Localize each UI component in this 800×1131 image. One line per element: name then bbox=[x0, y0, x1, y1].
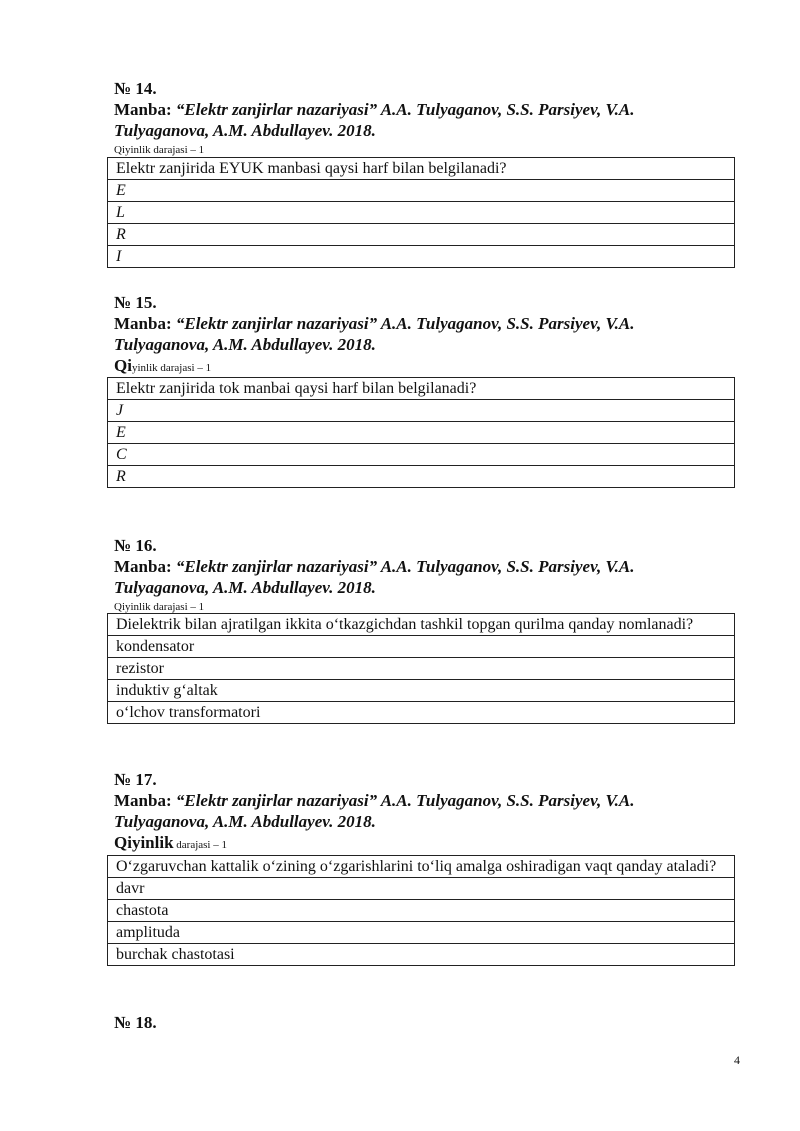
option-row bbox=[108, 444, 735, 466]
option-text: J bbox=[108, 400, 735, 422]
page-number: 4 bbox=[734, 1053, 740, 1067]
option-text: I bbox=[108, 246, 735, 268]
difficulty-level-rest: darajasi – 1 bbox=[173, 839, 227, 851]
difficulty-level-big: Qiyinlik bbox=[114, 833, 174, 852]
question-text: Dielektrik bilan ajratilgan ikkita o‘tkazgichdan tashkil topgan qurilma qanday nomlanadi? bbox=[108, 614, 735, 636]
option-row bbox=[108, 202, 735, 224]
question-16-table bbox=[107, 613, 735, 724]
source-text: “Elektr zanjirlar nazariyasi” A.A. Tulyaganov, S.S. Parsiyev, V.A. Tulyaganova, A.M. Abdullayev. 2018. bbox=[114, 100, 635, 140]
question-row bbox=[108, 158, 735, 180]
option-row bbox=[108, 680, 735, 702]
option-row bbox=[108, 224, 735, 246]
option-row bbox=[108, 246, 735, 268]
question-number: № 18. bbox=[114, 1013, 157, 1032]
option-row bbox=[108, 636, 735, 658]
question-number: № 16. bbox=[114, 536, 157, 555]
option-text: C bbox=[108, 444, 735, 466]
source-label: Manba: bbox=[114, 314, 172, 333]
question-number: № 15. bbox=[114, 293, 157, 312]
question-15-header bbox=[114, 292, 724, 376]
option-row bbox=[108, 400, 735, 422]
option-row bbox=[108, 900, 735, 922]
option-text: chastota bbox=[108, 900, 735, 922]
option-row bbox=[108, 878, 735, 900]
question-row bbox=[108, 378, 735, 400]
option-text: davr bbox=[108, 878, 735, 900]
question-text: Elektr zanjirida tok manbai qaysi harf bilan belgilanadi? bbox=[108, 378, 735, 400]
option-row bbox=[108, 658, 735, 680]
option-text: induktiv g‘altak bbox=[108, 680, 735, 702]
question-source bbox=[114, 556, 724, 598]
question-source bbox=[114, 790, 724, 832]
option-text: rezistor bbox=[108, 658, 735, 680]
question-18-header bbox=[114, 1012, 157, 1033]
source-label: Manba: bbox=[114, 557, 172, 576]
option-text: kondensator bbox=[108, 636, 735, 658]
option-row bbox=[108, 466, 735, 488]
difficulty-level-rest: yinlik darajasi – 1 bbox=[131, 362, 212, 374]
difficulty-level-rest: Qiyinlik darajasi – 1 bbox=[114, 601, 205, 613]
question-text: Elektr zanjirida EYUK manbasi qaysi harf bilan belgilanadi? bbox=[108, 158, 735, 180]
option-text: o‘lchov transformatori bbox=[108, 702, 735, 724]
question-16-header bbox=[114, 535, 724, 611]
option-text: amplituda bbox=[108, 922, 735, 944]
difficulty-level bbox=[114, 832, 724, 853]
difficulty-level-rest: Qiyinlik darajasi – 1 bbox=[114, 144, 205, 156]
source-label: Manba: bbox=[114, 791, 172, 810]
option-row bbox=[108, 922, 735, 944]
option-row bbox=[108, 944, 735, 966]
question-source bbox=[114, 99, 724, 141]
source-text: “Elektr zanjirlar nazariyasi” A.A. Tulyaganov, S.S. Parsiyev, V.A. Tulyaganova, A.M. Abdullayev. 2018. bbox=[114, 791, 635, 831]
difficulty-level bbox=[114, 355, 724, 376]
source-text: “Elektr zanjirlar nazariyasi” A.A. Tulyaganov, S.S. Parsiyev, V.A. Tulyaganova, A.M. Abdullayev. 2018. bbox=[114, 557, 635, 597]
question-17-header bbox=[114, 769, 724, 853]
source-label: Manba: bbox=[114, 100, 172, 119]
question-number: № 17. bbox=[114, 770, 157, 789]
question-row bbox=[108, 856, 735, 878]
option-text: L bbox=[108, 202, 735, 224]
option-text: R bbox=[108, 466, 735, 488]
option-text: E bbox=[108, 422, 735, 444]
difficulty-level bbox=[114, 141, 724, 154]
question-source bbox=[114, 313, 724, 355]
question-number: № 14. bbox=[114, 79, 157, 98]
difficulty-level-big: Qi bbox=[114, 356, 132, 375]
option-row bbox=[108, 702, 735, 724]
option-text: E bbox=[108, 180, 735, 202]
question-17-table bbox=[107, 855, 735, 966]
option-text: burchak chastotasi bbox=[108, 944, 735, 966]
option-row bbox=[108, 422, 735, 444]
question-14-table bbox=[107, 157, 735, 268]
question-14-header bbox=[114, 78, 724, 154]
question-15-table bbox=[107, 377, 735, 488]
source-text: “Elektr zanjirlar nazariyasi” A.A. Tulyaganov, S.S. Parsiyev, V.A. Tulyaganova, A.M. Abdullayev. 2018. bbox=[114, 314, 635, 354]
question-row bbox=[108, 614, 735, 636]
option-text: R bbox=[108, 224, 735, 246]
question-text: O‘zgaruvchan kattalik o‘zining o‘zgarishlarini to‘liq amalga oshiradigan vaqt qanday ataladi? bbox=[108, 856, 735, 878]
difficulty-level bbox=[114, 598, 724, 611]
option-row bbox=[108, 180, 735, 202]
